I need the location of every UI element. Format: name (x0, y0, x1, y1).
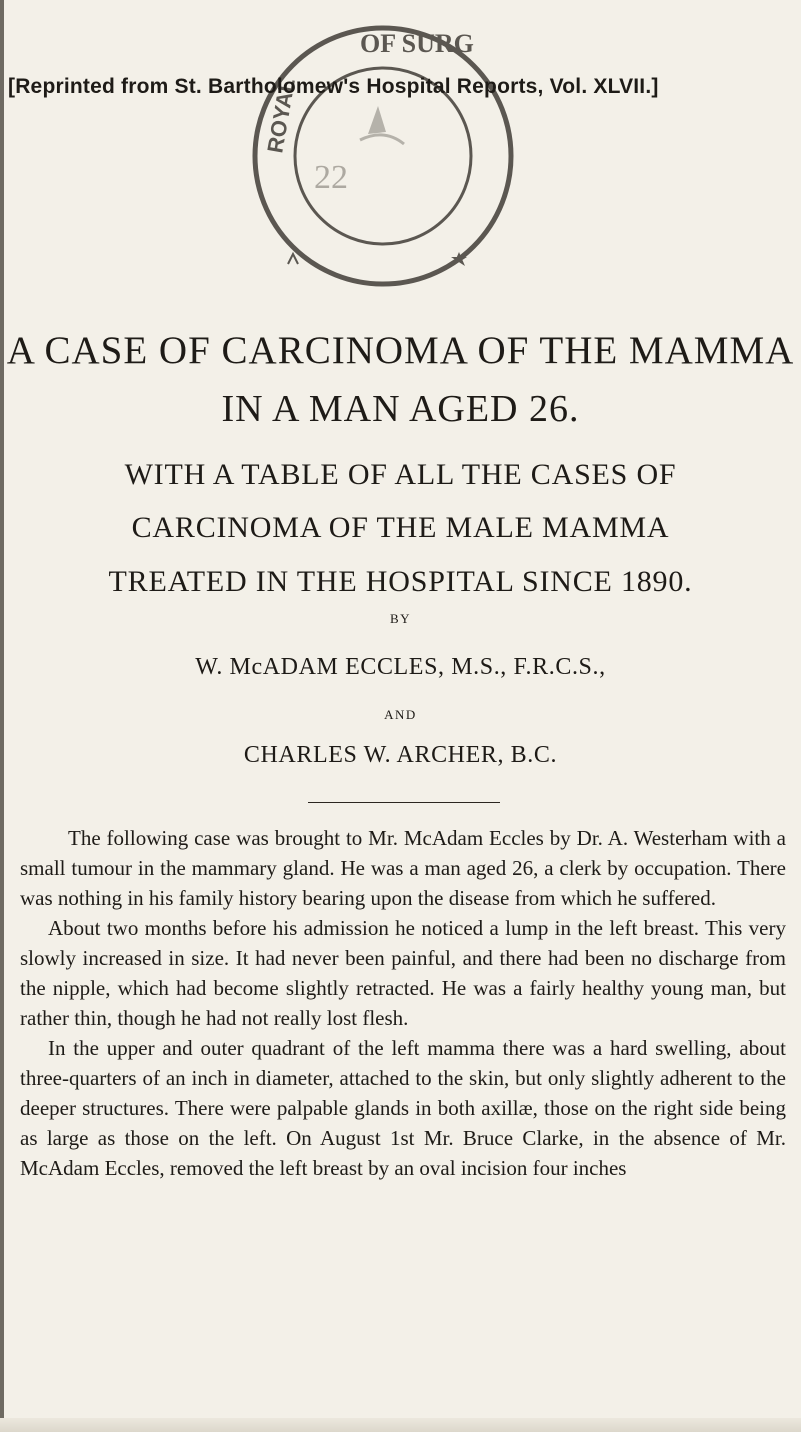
subtitle-line-3: TREATED IN THE HOSPITAL SINCE 1890. (108, 565, 693, 598)
by-label: BY (389, 611, 412, 626)
subtitle-line-1: WITH A TABLE OF ALL THE CASES OF (124, 458, 677, 491)
and-label: AND (384, 707, 417, 722)
stamp-date-fragment: 22 (314, 159, 348, 196)
library-stamp (248, 16, 518, 298)
body-paragraph-3: In the upper and outer quadrant of the left mamma there was a hard swelling, about three-quarters of an inch in diameter, attached to the skin, but only slightly adherent to the deeper structures. There were palpable glands in both axillæ, those on the right side being as large as those on the left. On August 1st Mr. Bruce Clarke, in the absence of Mr. McAdam Eccles, removed the left breast by an oval incision four inches (20, 1036, 786, 1180)
article-body (20, 823, 786, 1183)
reprint-notice: [Reprinted from St. Bartholomew's Hospital Reports, Vol. XLVII.] (8, 75, 659, 98)
subtitle-line-2: CARCINOMA OF THE MALE MAMMA (131, 511, 670, 544)
stamp-ring-text-top: OF SURG (360, 29, 474, 58)
author-1: W. McADAM ECCLES, M.S., F.R.C.S., (195, 654, 606, 680)
article-title-line-2: IN A MAN AGED 26. (221, 388, 580, 430)
section-divider (308, 802, 500, 803)
body-paragraph-1: The following case was brought to Mr. McAdam Eccles by Dr. A. Westerham with a small tumour in the mammary gland. He was a man aged 26, a clerk by occupation. There was nothing in his family history bearing upon the disease from which he suffered. (20, 826, 786, 910)
article-title-line-1: A CASE OF CARCINOMA OF THE MAMMA (6, 329, 795, 372)
author-2: CHARLES W. ARCHER, B.C. (243, 742, 558, 768)
stamp-ring-text: ROYAL (262, 76, 300, 155)
body-paragraph-2: About two months before his admission he noticed a lump in the left breast. This very slowly increased in size. It had never been painful, and there had been no discharge from the nipple, which had become slightly retracted. He was a fairly healthy young man, but rather thin, though he had not really lost flesh. (20, 916, 786, 1030)
page-bottom-edge (0, 1418, 801, 1432)
